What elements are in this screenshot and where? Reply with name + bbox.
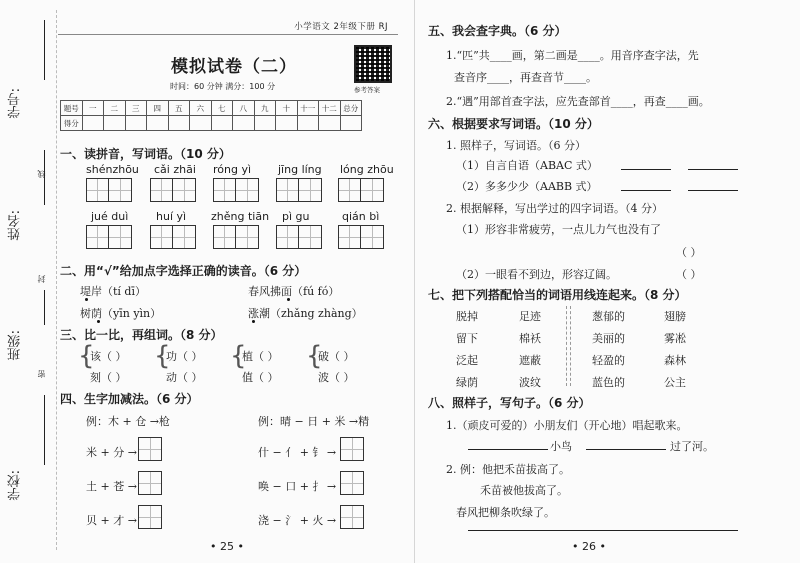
writing-grid[interactable] [86,225,132,249]
score-cell: 二 [104,101,126,116]
answer-box[interactable] [340,505,364,529]
example-left: 例：木 + 仓 →枪 [86,415,170,428]
dense-mark: 密 [37,370,46,378]
question-line: 过了河。 [670,440,714,453]
reading-option[interactable]: 涨潮（zhǎng zhàng） [248,307,363,320]
emphasis-dot [252,320,255,323]
question-line: （2）多多少少（AABB 式） [456,180,598,193]
section-6-title: 六、根据要求写词语。（10 分） [428,117,599,131]
answer-box[interactable] [138,471,162,495]
score-cell: 十二 [319,101,341,116]
match-word[interactable]: 脱掉 [456,310,478,323]
answer-box[interactable] [340,437,364,461]
compare-word[interactable]: 植（ ） [242,350,279,363]
question-line: （2）一眼看不到边，形容辽阔。 [456,268,617,281]
match-word[interactable]: 绿荫 [456,376,478,389]
line-mark: 线 [37,170,46,178]
section-3-title: 三、比一比，再组词。（8 分） [60,328,223,342]
question-line: 2. 根据解释，写出学过的四字词语。（4 分） [446,202,663,215]
header-rule [58,34,398,35]
question-line: 1.（顽皮可爱的）小朋友们（开心地）唱起歌来。 [446,419,688,432]
class-label: 班级: [8,330,23,361]
writing-grid[interactable] [338,178,384,202]
question-line: 1. 照样子，写词语。（6 分） [446,139,586,152]
score-row-label: 得分 [61,116,83,131]
binding-cut-line [56,10,57,550]
answer-blank[interactable] [586,449,666,450]
compare-word[interactable]: 波（ ） [318,371,355,384]
score-table-score-row [61,116,362,131]
page-divider [414,0,415,563]
question-line: 2. 例：他把禾苗拔高了。 [446,463,570,476]
question-line: 禾苗被他拔高了。 [480,484,568,497]
match-word[interactable]: 波纹 [519,376,541,389]
exam-meta: 时间：60 分钟 满分：100 分 [170,82,276,91]
match-word[interactable]: 轻盈的 [592,354,625,367]
score-input[interactable] [190,116,212,131]
score-cell: 十 [276,101,298,116]
score-cell: 一 [82,101,104,116]
score-cell: 九 [254,101,276,116]
score-cell: 七 [211,101,233,116]
score-input[interactable] [168,116,190,131]
binding-strip [0,0,62,563]
pinyin: huí yì [156,210,187,223]
school-line [44,395,45,465]
match-word[interactable]: 泛起 [456,354,478,367]
match-word[interactable]: 棉袄 [519,332,541,345]
match-word[interactable]: 遮蔽 [519,354,541,367]
score-input[interactable] [233,116,255,131]
pinyin: shénzhōu [86,163,139,176]
score-cell: 十一 [297,101,319,116]
question-line[interactable]: 查音序____，再查音节____。 [454,71,597,84]
section-7-title: 七、把下列搭配恰当的词语用线连起来。（8 分） [428,288,687,302]
char-math: 米 + 分 → [86,446,137,459]
brace: { [230,341,247,371]
compare-word[interactable]: 动（ ） [166,371,203,384]
answer-blank[interactable] [621,169,671,170]
match-word[interactable]: 公主 [664,376,686,389]
name-line [44,150,45,205]
answer-box[interactable] [340,471,364,495]
score-input[interactable] [297,116,319,131]
score-cell: 四 [147,101,169,116]
writing-grid[interactable] [276,225,322,249]
pinyin: cǎi zhāi [154,163,196,176]
score-cell: 题号 [61,101,83,116]
brace: { [306,341,323,371]
score-input[interactable] [254,116,276,131]
answer-blank[interactable] [688,169,738,170]
score-input[interactable] [82,116,104,131]
writing-grid[interactable] [213,178,259,202]
section-8-title: 八、照样子，写句子。（6 分） [428,396,591,410]
compare-word[interactable]: 该（ ） [90,350,127,363]
exam-title: 模拟试卷（二） [171,57,297,77]
emphasis-dot [85,298,88,301]
match-word[interactable]: 留下 [456,332,478,345]
writing-grid[interactable] [150,178,196,202]
score-input[interactable] [125,116,147,131]
compare-word[interactable]: 值（ ） [242,371,279,384]
answer-blank[interactable] [621,190,671,191]
char-math: 唤 − 口 + 扌 → [258,480,337,493]
question-line: （1）形容非常疲劳，一点儿力气也没有了 [456,223,661,236]
section-5-title: 五、我会查字典。（6 分） [428,24,567,38]
writing-grid[interactable] [150,225,196,249]
score-cell: 六 [190,101,212,116]
score-table-header-row [61,101,362,116]
compare-word[interactable]: 刻（ ） [90,371,127,384]
score-cell: 总分 [340,101,362,116]
score-input[interactable] [276,116,298,131]
answer-blank[interactable] [468,449,548,450]
left-page [58,0,398,563]
student-no-line [44,20,45,80]
score-input[interactable] [147,116,169,131]
pinyin: qián bì [342,210,380,223]
reading-option[interactable]: 树荫（yīn yìn） [80,307,162,320]
class-line [44,290,45,325]
pinyin: lóng zhōu [340,163,394,176]
score-cell: 三 [125,101,147,116]
compare-word[interactable]: 破（ ） [318,350,355,363]
pinyin: jīng líng [278,163,322,176]
char-math: 什 − 亻 + 钅 → [258,446,337,459]
answer-box[interactable] [138,437,162,461]
question-line: 春风把柳条吹绿了。 [456,506,555,519]
char-math: 浇 − 氵 + 火 → [258,514,337,527]
answer-paren[interactable]: （ ） [676,268,702,281]
brace: { [154,341,171,371]
emphasis-dot [287,298,290,301]
char-math: 贝 + 才 → [86,514,137,527]
emphasis-dot [97,320,100,323]
score-cell: 八 [233,101,255,116]
reading-option[interactable]: 春风拂面（fú fó） [248,285,340,298]
school-label: 学校: [8,470,23,501]
writing-grid[interactable] [86,178,132,202]
question-line: （1）自言自语（ABAC 式） [456,159,598,172]
section-2-title: 二、用“√”给加点字选择正确的读音。（6 分） [60,264,307,278]
page-header: 小学语文 2年级下册 RJ [294,22,388,32]
writing-grid[interactable] [213,225,259,249]
page-number: • 25 • [210,540,244,553]
match-word[interactable]: 森林 [664,354,686,367]
question-line[interactable]: 1.“匹”共____画，第二画是____。用音序查字法，先 [446,49,699,62]
pinyin: pì gu [282,210,310,223]
match-divider [566,306,567,386]
answer-box[interactable] [138,505,162,529]
reading-option[interactable]: 堤岸（tí dī） [80,285,146,298]
section-4-title: 四、生字加减法。（6 分） [60,392,199,406]
question-line: 小鸟 [550,440,572,453]
pinyin: róng yì [213,163,252,176]
section-1-title: 一、读拼音，写词语。（10 分） [60,147,231,161]
match-divider [570,306,571,386]
score-table [60,100,362,131]
page-number: • 26 • [572,540,606,553]
qr-code[interactable] [354,45,392,83]
score-input[interactable] [104,116,126,131]
answer-paren[interactable]: （ ） [676,246,702,259]
match-word[interactable]: 美丽的 [592,332,625,345]
answer-blank[interactable] [688,190,738,191]
pinyin: jué duì [91,210,129,223]
name-label: 姓名: [8,210,23,241]
pinyin: zhěng tiān [211,210,270,223]
compare-word[interactable]: 功（ ） [166,350,203,363]
writing-grid[interactable] [276,178,322,202]
score-input[interactable] [340,116,362,131]
student-no-label: 学号: [8,88,23,119]
writing-grid[interactable] [338,225,384,249]
char-math: 土 + 苍 → [86,480,137,493]
score-input[interactable] [211,116,233,131]
score-cell: 五 [168,101,190,116]
match-word[interactable]: 足迹 [519,310,541,323]
seal-mark: 封 [37,275,46,283]
match-word[interactable]: 雾凇 [664,332,686,345]
match-word[interactable]: 葱郁的 [592,310,625,323]
answer-blank[interactable] [468,530,738,531]
question-line[interactable]: 2.“遇”用部首查字法，应先查部首____，再查____画。 [446,95,710,108]
brace: { [78,341,95,371]
right-page [426,0,800,563]
score-input[interactable] [319,116,341,131]
example-right: 例：晴 − 日 + 米 →精 [258,415,370,428]
qr-caption: 参考答案 [354,86,380,94]
match-word[interactable]: 蓝色的 [592,376,625,389]
match-word[interactable]: 翅膀 [664,310,686,323]
